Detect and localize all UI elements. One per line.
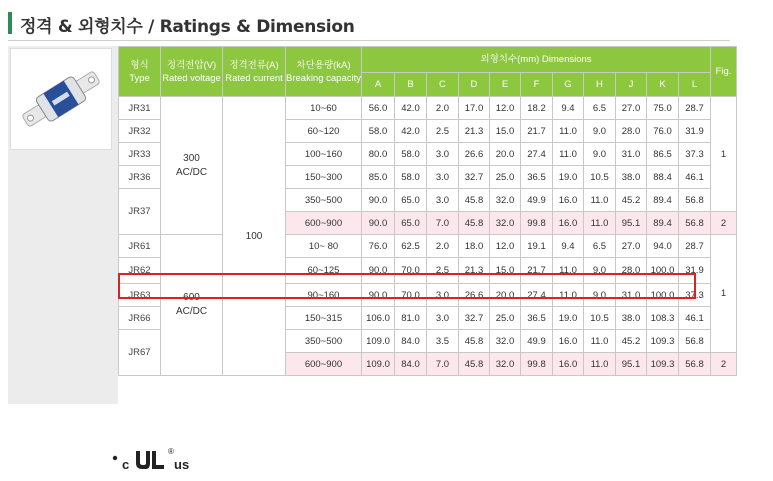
header-dim-b: B	[394, 73, 426, 97]
cell-type: JR63	[119, 284, 161, 307]
cell-dim-g: 11.0	[552, 143, 583, 166]
cell-dim-j: 95.1	[615, 212, 646, 235]
cell-current: 100~160	[286, 143, 362, 166]
cell-dim-e: 15.0	[489, 258, 520, 284]
cell-dim-f: 18.2	[520, 97, 552, 120]
cell-dim-l: 28.7	[678, 97, 710, 120]
cell-dim-f: 49.9	[520, 330, 552, 353]
cell-dim-c: 3.0	[426, 284, 458, 307]
cell-voltage: 600 AC/DC	[161, 235, 223, 376]
header-breaking	[286, 47, 362, 97]
header-dim-d: D	[458, 73, 489, 97]
cell-dim-g: 19.0	[552, 307, 583, 330]
cell-fig: 2	[710, 353, 736, 376]
cell-dim-d: 17.0	[458, 97, 489, 120]
cell-dim-j: 45.2	[615, 189, 646, 212]
cell-dim-c: 2.0	[426, 235, 458, 258]
cell-dim-l: 37.3	[678, 143, 710, 166]
title-accent-bar	[8, 12, 12, 34]
cell-current: 600~900	[286, 353, 362, 376]
cell-dim-c: 2.0	[426, 97, 458, 120]
cell-dim-d: 45.8	[458, 212, 489, 235]
cell-dim-h: 11.0	[583, 330, 615, 353]
cell-dim-e: 12.0	[489, 97, 520, 120]
cell-type: JR36	[119, 166, 161, 189]
cell-dim-e: 12.0	[489, 235, 520, 258]
cell-dim-e: 32.0	[489, 212, 520, 235]
cell-dim-e: 25.0	[489, 307, 520, 330]
header-dim-a: A	[361, 73, 394, 97]
cell-dim-d: 18.0	[458, 235, 489, 258]
cell-dim-c: 2.5	[426, 120, 458, 143]
cell-dim-j: 45.2	[615, 330, 646, 353]
header-dim-c: C	[426, 73, 458, 97]
ratings-table	[118, 46, 737, 376]
cell-dim-b: 70.0	[394, 258, 426, 284]
cell-dim-d: 26.6	[458, 143, 489, 166]
cell-dim-f: 21.7	[520, 120, 552, 143]
cell-breaking-capacity: 100	[223, 97, 286, 376]
cell-dim-h: 9.0	[583, 143, 615, 166]
cell-dim-g: 19.0	[552, 166, 583, 189]
header-type	[119, 47, 161, 97]
header-breaking-en: Breaking capacity	[286, 72, 361, 84]
cell-dim-d: 45.8	[458, 189, 489, 212]
cell-dim-k: 100.0	[646, 258, 678, 284]
cell-dim-b: 81.0	[394, 307, 426, 330]
cert-c-text: c	[122, 457, 130, 472]
cell-dim-l: 31.9	[678, 120, 710, 143]
cell-dim-f: 27.4	[520, 143, 552, 166]
cell-current: 10~ 80	[286, 235, 362, 258]
cell-dim-j: 28.0	[615, 258, 646, 284]
header-voltage-en: Rated voltage	[162, 72, 221, 84]
cell-dim-a: 80.0	[361, 143, 394, 166]
cell-dim-b: 42.0	[394, 97, 426, 120]
cell-fig: 2	[710, 212, 736, 235]
cell-type: JR37	[119, 189, 161, 235]
cell-dim-j: 95.1	[615, 353, 646, 376]
cell-dim-e: 32.0	[489, 189, 520, 212]
cell-dim-e: 32.0	[489, 353, 520, 376]
cell-dim-h: 9.0	[583, 284, 615, 307]
cell-dim-h: 10.5	[583, 166, 615, 189]
cell-current: 90~160	[286, 284, 362, 307]
cell-dim-l: 28.7	[678, 235, 710, 258]
cell-dim-j: 27.0	[615, 235, 646, 258]
cell-dim-d: 21.3	[458, 258, 489, 284]
cell-dim-d: 32.7	[458, 166, 489, 189]
page-title: 정격 & 외형치수 / Ratings & Dimension	[20, 17, 355, 37]
cell-dim-h: 10.5	[583, 307, 615, 330]
cell-dim-h: 6.5	[583, 97, 615, 120]
cell-type: JR67	[119, 330, 161, 376]
header-type-en: Type	[129, 72, 150, 84]
header-dim-f: F	[520, 73, 552, 97]
cell-dim-e: 20.0	[489, 284, 520, 307]
header-voltage-ko: 정격전압(V)	[166, 59, 217, 71]
cell-type: JR32	[119, 120, 161, 143]
table-row	[119, 97, 737, 120]
cell-dim-b: 58.0	[394, 143, 426, 166]
cell-dim-f: 27.4	[520, 284, 552, 307]
cell-dim-c: 7.0	[426, 353, 458, 376]
cell-dim-j: 31.0	[615, 284, 646, 307]
cell-dim-a: 109.0	[361, 353, 394, 376]
cell-dim-b: 65.0	[394, 189, 426, 212]
cell-dim-a: 90.0	[361, 189, 394, 212]
cell-dim-d: 26.6	[458, 284, 489, 307]
header-dimensions: 외형치수(mm) Dimensions	[361, 47, 710, 73]
cell-current: 150~300	[286, 166, 362, 189]
cell-dim-g: 16.0	[552, 189, 583, 212]
cell-dim-c: 3.0	[426, 143, 458, 166]
cell-current: 10~60	[286, 97, 362, 120]
cell-dim-f: 99.8	[520, 212, 552, 235]
cell-dim-b: 84.0	[394, 353, 426, 376]
cell-dim-k: 109.3	[646, 330, 678, 353]
ul-certification-logo	[112, 445, 222, 479]
cell-dim-h: 11.0	[583, 353, 615, 376]
cell-dim-b: 42.0	[394, 120, 426, 143]
cell-dim-k: 100.0	[646, 284, 678, 307]
cell-dim-b: 58.0	[394, 166, 426, 189]
cell-current: 600~900	[286, 212, 362, 235]
cell-dim-l: 46.1	[678, 166, 710, 189]
cell-type: JR62	[119, 258, 161, 284]
cell-dim-a: 85.0	[361, 166, 394, 189]
cell-dim-k: 88.4	[646, 166, 678, 189]
cell-dim-c: 7.0	[426, 212, 458, 235]
cell-dim-d: 32.7	[458, 307, 489, 330]
cell-dim-k: 75.0	[646, 97, 678, 120]
header-fig: Fig.	[710, 47, 736, 97]
cell-dim-g: 11.0	[552, 120, 583, 143]
cell-dim-k: 109.3	[646, 353, 678, 376]
cell-type: JR61	[119, 235, 161, 258]
cell-dim-g: 11.0	[552, 284, 583, 307]
cell-dim-h: 6.5	[583, 235, 615, 258]
header-dim-e: E	[489, 73, 520, 97]
header-breaking-ko: 차단용량(kA)	[296, 59, 351, 71]
cell-dim-j: 38.0	[615, 307, 646, 330]
cell-dim-d: 45.8	[458, 330, 489, 353]
cell-dim-k: 94.0	[646, 235, 678, 258]
cell-dim-l: 37.3	[678, 284, 710, 307]
cell-fig: 1	[710, 97, 736, 212]
header-dim-h: H	[583, 73, 615, 97]
cell-dim-a: 76.0	[361, 235, 394, 258]
cell-current: 350~500	[286, 330, 362, 353]
cell-dim-k: 89.4	[646, 189, 678, 212]
cert-registered-mark: ®	[168, 447, 174, 456]
cell-dim-f: 99.8	[520, 353, 552, 376]
cell-dim-c: 3.0	[426, 166, 458, 189]
header-current	[223, 47, 286, 97]
cell-dim-b: 70.0	[394, 284, 426, 307]
cell-fig: 1	[710, 235, 736, 353]
title-divider	[8, 40, 730, 41]
cell-dim-d: 21.3	[458, 120, 489, 143]
cell-dim-e: 20.0	[489, 143, 520, 166]
cell-dim-h: 11.0	[583, 212, 615, 235]
cell-current: 150~315	[286, 307, 362, 330]
cell-dim-l: 56.8	[678, 330, 710, 353]
cell-dim-f: 21.7	[520, 258, 552, 284]
cell-dim-f: 36.5	[520, 166, 552, 189]
cell-current: 60~120	[286, 120, 362, 143]
cell-dim-j: 38.0	[615, 166, 646, 189]
cell-dim-g: 16.0	[552, 212, 583, 235]
cell-current: 60~125	[286, 258, 362, 284]
cell-dim-g: 11.0	[552, 258, 583, 284]
cell-dim-l: 46.1	[678, 307, 710, 330]
cert-us-text: us	[174, 457, 190, 472]
cell-dim-j: 31.0	[615, 143, 646, 166]
cell-dim-l: 56.8	[678, 189, 710, 212]
cell-dim-g: 9.4	[552, 97, 583, 120]
cell-dim-h: 11.0	[583, 189, 615, 212]
cell-dim-e: 25.0	[489, 166, 520, 189]
cell-dim-k: 86.5	[646, 143, 678, 166]
cell-dim-g: 9.4	[552, 235, 583, 258]
header-current-ko: 정격전류(A)	[229, 59, 279, 71]
cell-dim-f: 36.5	[520, 307, 552, 330]
cell-type: JR66	[119, 307, 161, 330]
cell-dim-k: 108.3	[646, 307, 678, 330]
cell-type: JR31	[119, 97, 161, 120]
cell-dim-a: 109.0	[361, 330, 394, 353]
cell-dim-c: 3.5	[426, 330, 458, 353]
cell-dim-d: 45.8	[458, 353, 489, 376]
cell-type: JR33	[119, 143, 161, 166]
header-type-ko: 형식	[130, 59, 149, 71]
header-voltage	[161, 47, 223, 97]
cell-dim-a: 106.0	[361, 307, 394, 330]
cell-dim-a: 58.0	[361, 120, 394, 143]
table-row	[119, 235, 737, 258]
cell-dim-h: 9.0	[583, 120, 615, 143]
cell-dim-g: 16.0	[552, 353, 583, 376]
cell-dim-b: 65.0	[394, 212, 426, 235]
cell-dim-b: 84.0	[394, 330, 426, 353]
cell-current: 350~500	[286, 189, 362, 212]
header-dim-j: J	[615, 73, 646, 97]
fuse-product-image	[10, 48, 112, 150]
header-dim-l: L	[678, 73, 710, 97]
cell-dim-a: 90.0	[361, 284, 394, 307]
cell-dim-l: 56.8	[678, 353, 710, 376]
cell-dim-l: 56.8	[678, 212, 710, 235]
cell-dim-c: 2.5	[426, 258, 458, 284]
cell-voltage: 300 AC/DC	[161, 97, 223, 235]
cell-dim-c: 3.0	[426, 189, 458, 212]
cell-dim-a: 90.0	[361, 258, 394, 284]
cell-dim-k: 89.4	[646, 212, 678, 235]
cell-dim-c: 3.0	[426, 307, 458, 330]
cell-dim-b: 62.5	[394, 235, 426, 258]
cell-dim-f: 19.1	[520, 235, 552, 258]
cell-dim-l: 31.9	[678, 258, 710, 284]
cell-dim-j: 27.0	[615, 97, 646, 120]
cell-dim-h: 9.0	[583, 258, 615, 284]
cell-dim-f: 49.9	[520, 189, 552, 212]
cell-dim-j: 28.0	[615, 120, 646, 143]
header-current-en: Rated current	[225, 72, 283, 84]
cell-dim-e: 32.0	[489, 330, 520, 353]
cell-dim-k: 76.0	[646, 120, 678, 143]
cell-dim-a: 56.0	[361, 97, 394, 120]
header-dim-g: G	[552, 73, 583, 97]
header-dim-k: K	[646, 73, 678, 97]
cell-dim-e: 15.0	[489, 120, 520, 143]
cell-dim-a: 90.0	[361, 212, 394, 235]
cell-dim-g: 16.0	[552, 330, 583, 353]
